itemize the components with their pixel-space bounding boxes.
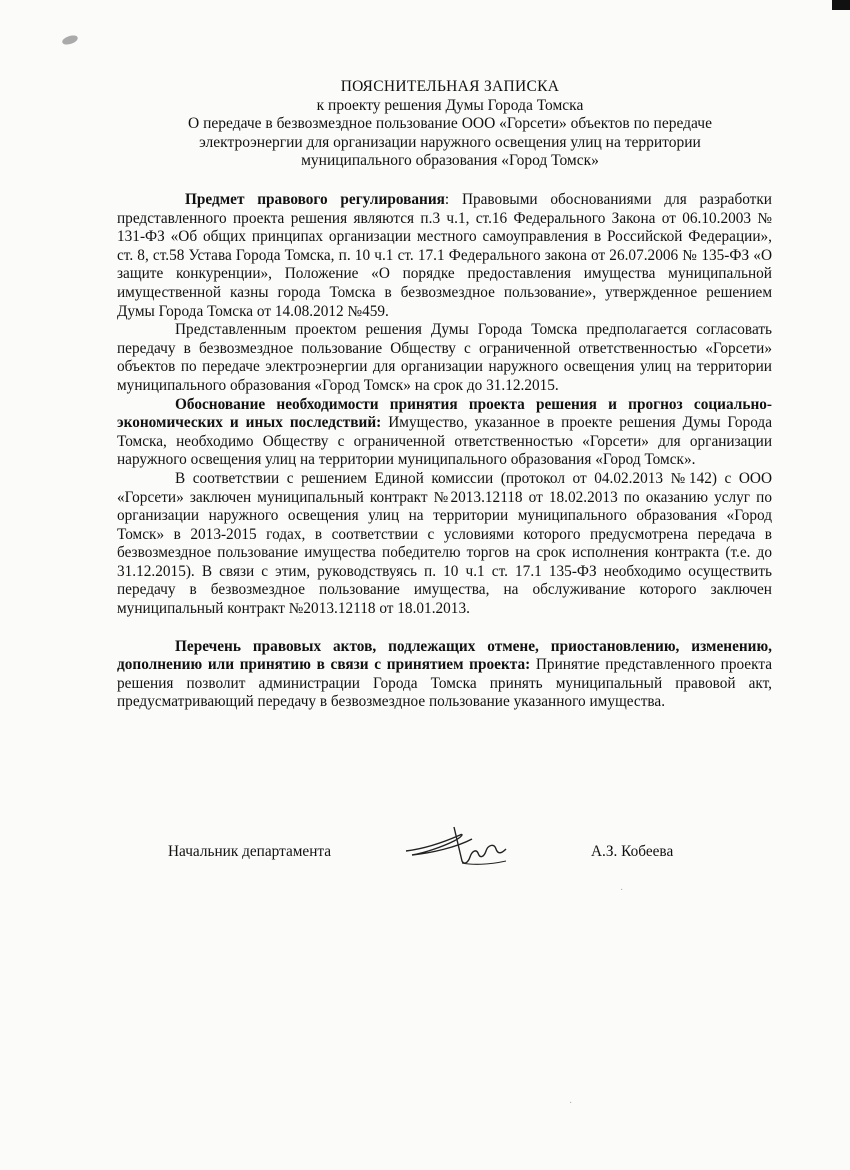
heading-legal-acts: Перечень правовых актов, подлежащих отмене, приостановлению, изменению, дополнению или принятию в связи с принятием проекта:: [117, 637, 772, 674]
scan-smudge: [61, 34, 79, 47]
paragraph-proposal: Представленным проектом решения Думы Города Томска предполагается согласовать передачу в безвозмездное пользование Обществу с ограниченной ответственностью «Горсети» объектов по передаче электроэнергии для организации наружного освещения улиц на территории муниципального образования «Город Томск» на срок до 31.12.2015.: [117, 321, 772, 394]
scan-speck: ·: [620, 885, 624, 896]
text-legal-acts: Принятие представленного проекта решения позволит администрации Города Томска принять муниципальный правовой акт, предусматривающий передачу в безвозмездное пользование указанного имущества.: [117, 656, 772, 711]
document-subject-line-3: муниципального образования «Город Томск»: [301, 152, 599, 170]
paragraph-justification: [117, 396, 772, 470]
handwritten-signature: [402, 821, 512, 869]
signer-name: А.З. Кобеева: [591, 843, 674, 860]
document-title: ПОЯСНИТЕЛЬНАЯ ЗАПИСКА: [340, 78, 560, 95]
document-subject-line-2: электроэнергии для организации наружного освещения улиц на территории: [199, 133, 701, 151]
document-body: [117, 191, 772, 712]
scan-speck: ·: [569, 1098, 573, 1109]
document-subtitle: к проекту решения Думы Города Томска: [316, 96, 584, 114]
heading-subject-regulation: Предмет правового регулирования: [185, 191, 445, 208]
paragraph-contract: В соответствии с решением Единой комиссии (протокол от 04.02.2013 №142) с ООО «Горсети» заключен муниципальный контракт №2013.12118 от 18.02.2013 по оказанию услуг по организации наружного освещения улиц на территории муниципального образования «Город Томск» в 2013-2015 годах, в соответствии с условиями которого предусмотрена передача в безвозмездное пользование имущества победителю торгов на срок исполнения контракта (т.е. до 31.12.2015). В связи с этим, руководствуясь п. 10 ч.1 ст. 17.1 135-ФЗ необходимо осуществить передачу в безвозмездное пользование имущества, на обслуживание которого заключен муниципальный контракт №2013.12118 от 18.01.2013.: [117, 469, 772, 618]
document-header: [150, 78, 750, 171]
scan-corner-mark: [832, 0, 850, 10]
document-subject-line-1: О передаче в безвозмездное пользование ООО «Горсети» объектов по передаче: [188, 115, 712, 133]
signer-position: Начальник департамента: [168, 843, 332, 860]
paragraph-legal-acts: [117, 638, 772, 712]
heading-justification: Обоснование необходимости принятия проекта решения и прогноз социально-экономических и иных последствий:: [117, 395, 772, 432]
text-justification: Имущество, указанное в проекте решения Думы Города Томска, необходимо Обществу с ограниченной ответственностью «Горсети» для организации наружного освещения улиц на территории муниципального образования «Город Томск».: [117, 414, 772, 469]
paragraph-subject-regulation: [117, 191, 772, 321]
text-subject-regulation: : Правовыми обоснованиями для разработки представленного проекта решения являются п.3 ч.1, ст.16 Федерального Закона от 06.10.2003 № 131-ФЗ «Об общих принципах организации местного самоуправления в Российской Федерации», ст. 8, ст.58 Устава Города Томска, п. 10 ч.1 ст. 17.1 Федерального закона от 26.07.2006 № 135-ФЗ «О защите конкуренции», Положение «О порядке предоставления имущества муниципальной имущественной казны города Томска в безвозмездное пользование», утвержденное решением Думы Города Томска от 14.08.2012 №459.: [117, 191, 772, 320]
